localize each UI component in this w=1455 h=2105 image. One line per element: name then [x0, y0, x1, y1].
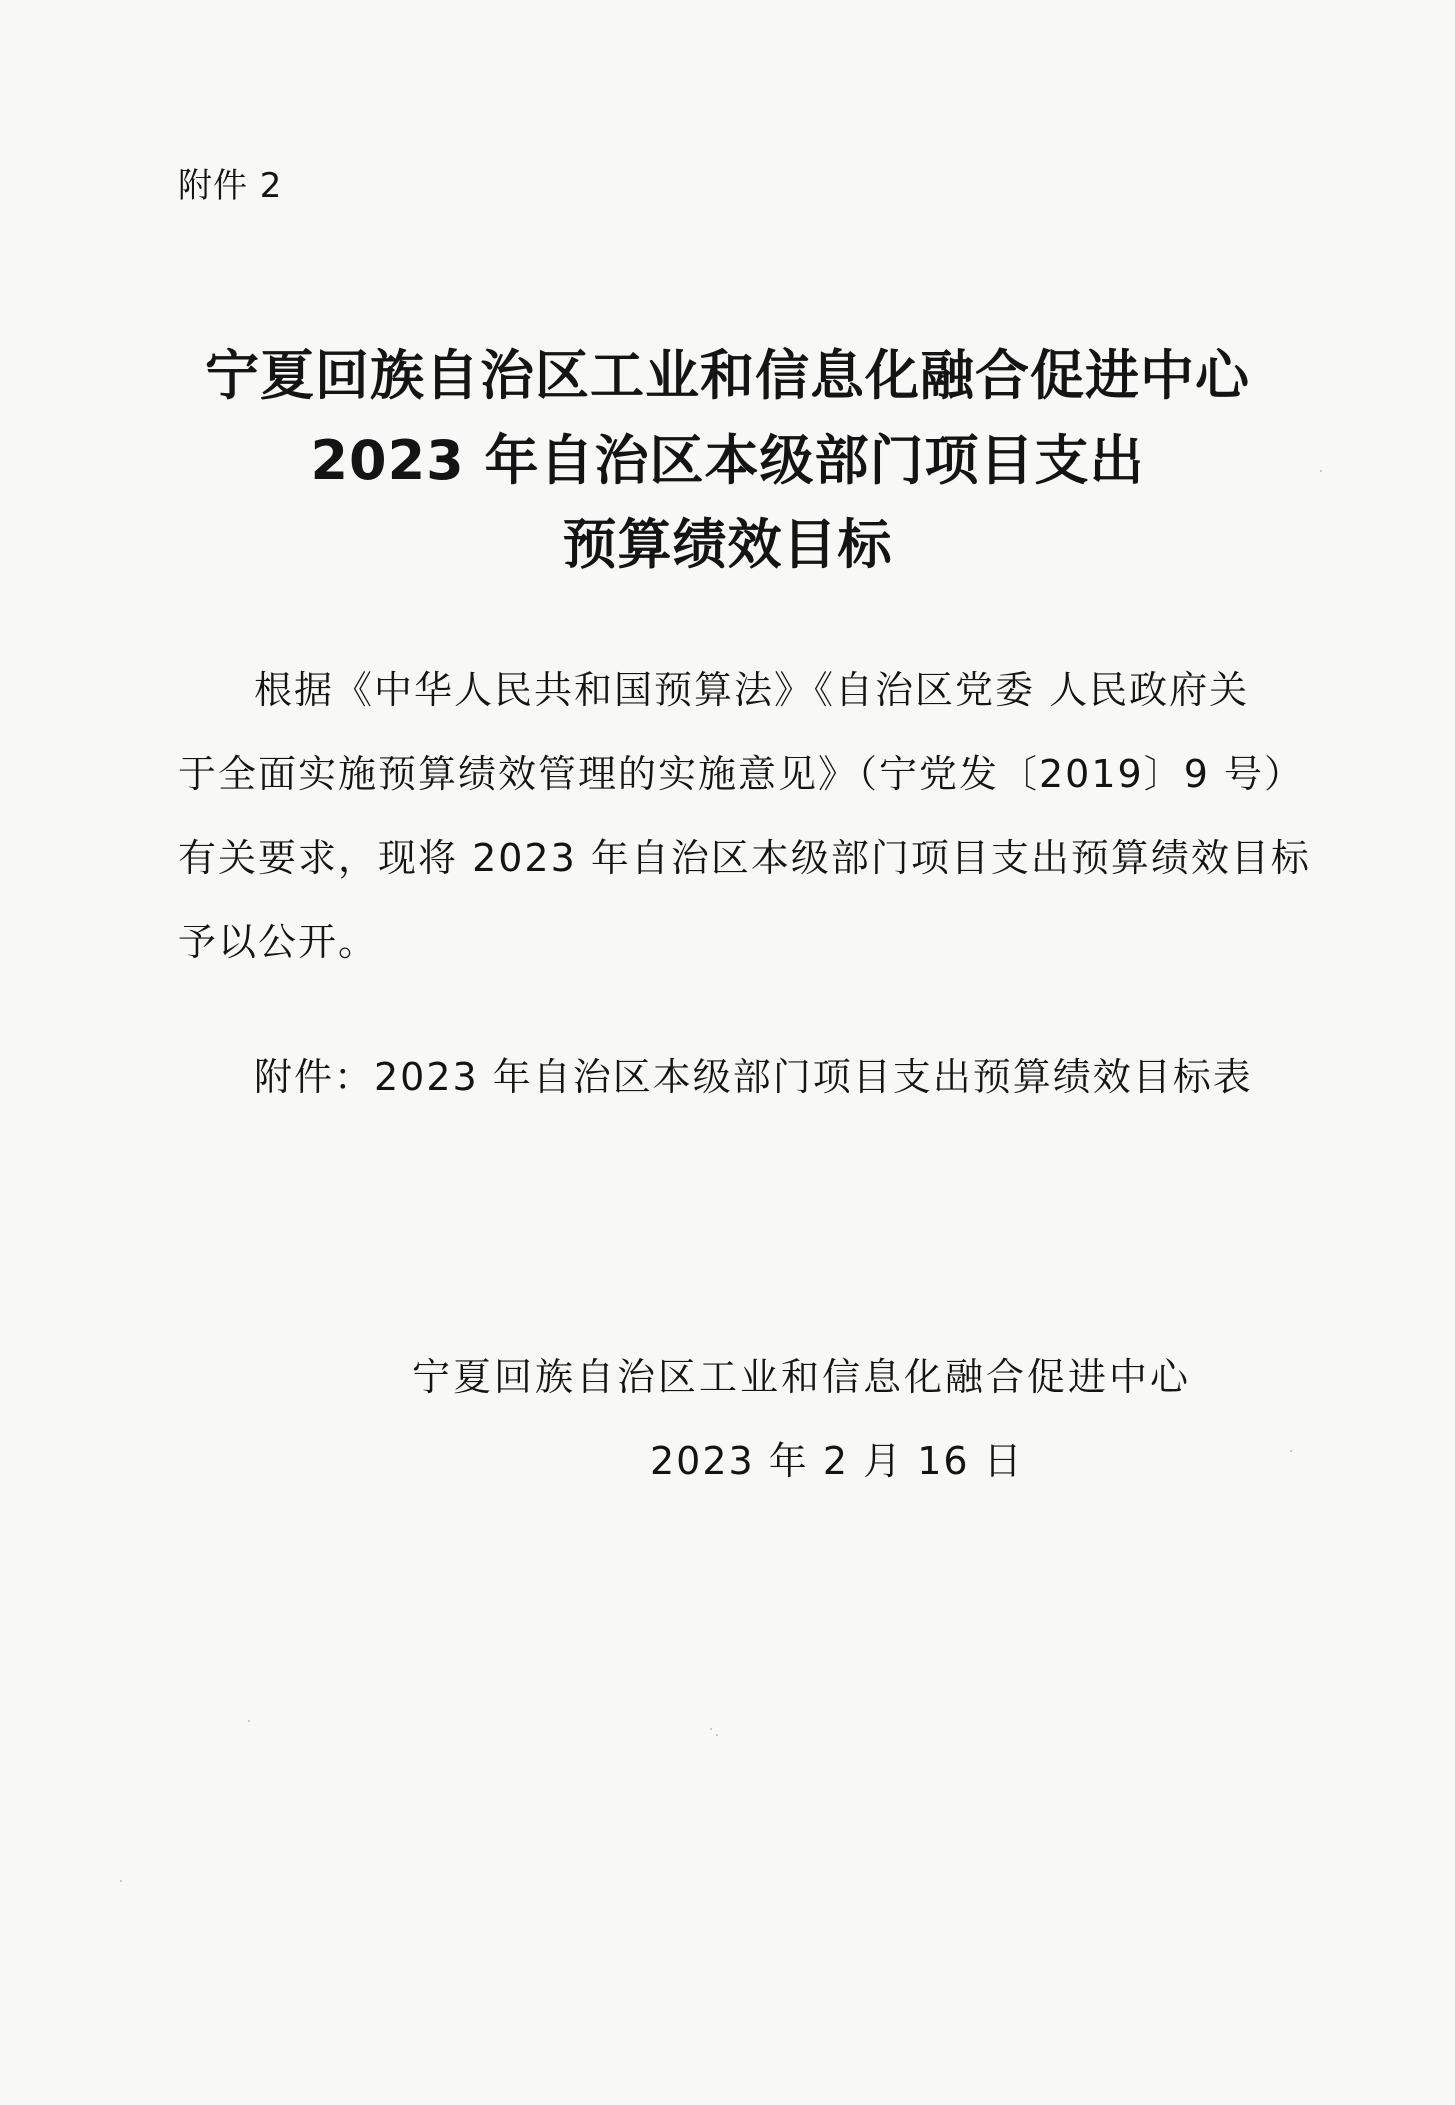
signing-date: 2023 年 2 月 16 日 [650, 1439, 1024, 1483]
attachment-list: 附件：2023 年自治区本级部门项目支出预算绩效目标表 [254, 1055, 1253, 1099]
attachment-label: 附件 2 [178, 166, 283, 206]
scan-speck [120, 1880, 122, 1882]
title-line-1: 宁夏回族自治区工业和信息化融合促进中心 [205, 344, 1250, 407]
title-line-3: 预算绩效目标 [562, 513, 893, 576]
scan-speck [248, 1720, 250, 1722]
signing-organization: 宁夏回族自治区工业和信息化融合促进中心 [412, 1355, 1192, 1399]
title-line-2: 2023 年自治区本级部门项目支出 [310, 429, 1145, 492]
scan-speck [1290, 1450, 1292, 1452]
body-line-1: 根据《中华人民共和国预算法》《自治区党委 人民政府关 [254, 668, 1250, 712]
body-line-3: 有关要求，现将 2023 年自治区本级部门项目支出预算绩效目标 [178, 836, 1311, 880]
body-line-4: 予以公开。 [178, 920, 379, 964]
scan-speck [710, 1728, 712, 1730]
scan-speck [716, 1734, 718, 1736]
scan-speck [1320, 470, 1322, 472]
body-line-2: 于全面实施预算绩效管理的实施意见》（宁党发〔2019〕9 号） [178, 752, 1304, 796]
body-paragraph [178, 648, 1311, 984]
